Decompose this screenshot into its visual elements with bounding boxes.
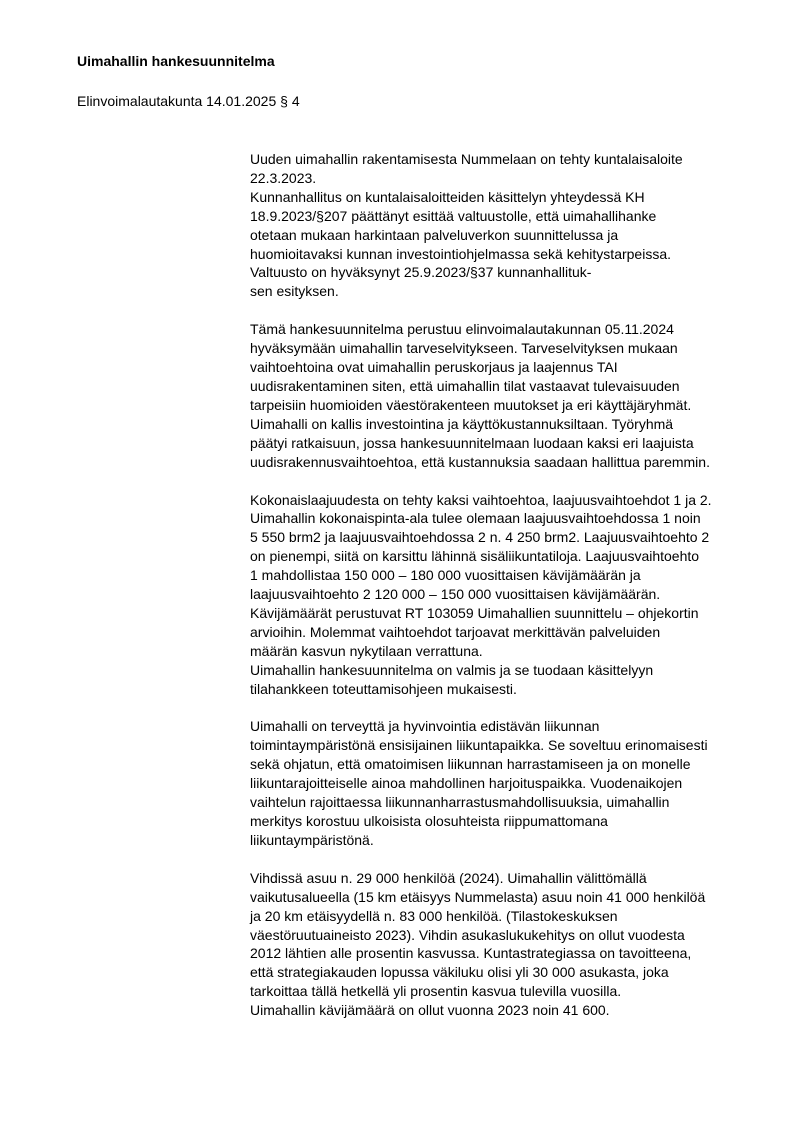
text-line: tarkoittaa tällä hetkellä yli prosentin kasvua tulevilla vuosilla. bbox=[250, 983, 622, 1000]
text-line: 18.9.2023/§207 päättänyt esittää valtuustolle, että uimahallihanke bbox=[250, 207, 657, 224]
text-line: tarpeisiin huomioiden väestörakenteen muutokset ja eri käyttäjäryhmät. bbox=[250, 396, 692, 413]
text-line: vaihtelun rajoittaessa liikunnanharrastusmahdollisuuksia, uimahallin bbox=[250, 794, 670, 811]
text-line: Uimahallin kävijämäärä on ollut vuonna 2023 noin 41 600. bbox=[250, 1002, 610, 1019]
text-line: Kunnanhallitus on kuntalaisaloitteiden käsittelyn yhteydessä KH bbox=[250, 188, 645, 205]
text-line: otetaan mukaan harkintaan palveluverkon suunnittelussa ja bbox=[250, 226, 619, 243]
text-line: arvioihin. Molemmat vaihtoehdot tarjoavat merkittävän palveluiden bbox=[250, 623, 661, 640]
text-line: hyväksymään uimahallin tarveselvitykseen. Tarveselvityksen mukaan bbox=[250, 340, 678, 357]
text-line: Tämä hankesuunnitelma perustuu elinvoimalautakunnan 05.11.2024 bbox=[250, 321, 674, 338]
text-line: merkitys korostuu ulkoisista olosuhteista riippumattomana bbox=[250, 813, 608, 829]
text-line: 22.3.2023. bbox=[250, 169, 317, 186]
text-line: uudisrakennusvaihtoehtoa, että kustannuksia saadaan hallittua paremmin. bbox=[250, 453, 710, 470]
text-line: vaikutusalueella (15 km etäisyys Nummelasta) asuu noin 41 000 henkilöä bbox=[250, 888, 706, 905]
text-line: Uimahallin hankesuunnitelma on valmis ja se tuodaan käsittelyyn bbox=[250, 661, 654, 678]
text-line: 1 mahdollistaa 150 000 – 180 000 vuosittaisen kävijämäärän ja bbox=[250, 567, 641, 584]
text-line: 2012 lähtien alle prosentin kasvussa. Kuntastrategiassa on tavoitteena, bbox=[250, 945, 692, 962]
text-line: Kokonaislaajuudesta on tehty kaksi vaihtoehtoa, laajuusvaihtoehdot 1 ja 2. bbox=[250, 491, 712, 508]
text-line: Uuden uimahallin rakentamisesta Nummelaan on tehty kuntalaisaloite bbox=[250, 151, 683, 167]
text-line: ja 20 km etäisyydellä n. 83 000 henkilöä. (Tilastokeskuksen bbox=[250, 907, 618, 924]
text-line: Vihdissä asuu n. 29 000 henkilöä (2024). Uimahallin välittömällä bbox=[250, 869, 647, 886]
text-line: päätyi ratkaisuun, jossa hankesuunnitelmaan luodaan kaksi eri laajuista bbox=[250, 434, 694, 451]
text-line: liikuntaympäristönä. bbox=[250, 831, 374, 848]
text-line: toimintaympäristönä ensisijainen liikuntapaikka. Se soveltuu erinomaisesti bbox=[250, 737, 708, 754]
text-line: uudisrakentaminen siten, että uimahallin tilat vastaavat tulevaisuuden bbox=[250, 377, 680, 394]
text-line: Kävijämäärät perustuvat RT 103059 Uimahallien suunnittelu – ohjekortin bbox=[250, 604, 699, 621]
document-body bbox=[250, 150, 750, 1039]
text-line: 5 550 brm2 ja laajuusvaihtoehdossa 2 n. 4 250 brm2. Laajuusvaihtoehto 2 bbox=[250, 529, 710, 546]
text-line: sen esityksen. bbox=[250, 283, 339, 300]
text-line: Valtuusto on hyväksynyt 25.9.2023/§37 kunnanhallituk- bbox=[250, 264, 592, 281]
paragraph-scope-options bbox=[250, 491, 750, 699]
text-line: sekä ohjatun, että omatoimisen liikunnan harrastamiseen ja on monelle bbox=[250, 756, 691, 773]
text-line: on pienempi, siitä on karsittu lähinnä sisäliikuntatiloja. Laajuusvaihtoehto bbox=[250, 548, 700, 565]
meeting-reference: Elinvoimalautakunta 14.01.2025 § 4 bbox=[77, 93, 300, 109]
text-line: laajuusvaihtoehto 2 120 000 – 150 000 vuosittaisen kävijämäärän. bbox=[250, 586, 661, 603]
document-title: Uimahallin hankesuunnitelma bbox=[77, 53, 275, 69]
paragraph-population bbox=[250, 869, 750, 1020]
text-line: Uimahallin kokonaispinta-ala tulee olemaan laajuusvaihtoehdossa 1 noin bbox=[250, 510, 701, 527]
paragraph-initiative bbox=[250, 150, 750, 301]
paragraph-health-benefits bbox=[250, 717, 750, 849]
text-line: tilahankkeen toteuttamisohjeen mukaisesti. bbox=[250, 680, 517, 697]
paragraph-needs-assessment bbox=[250, 320, 750, 471]
text-line: liikuntarajoitteiselle ainoa mahdollinen harjoituspaikka. Vuodenaikojen bbox=[250, 775, 683, 792]
text-line: huomioitavaksi kunnan investointiohjelmassa sekä kehitystarpeissa. bbox=[250, 245, 671, 262]
text-line: vaihtoehtoina ovat uimahallin peruskorjaus ja laajennus TAI bbox=[250, 359, 618, 376]
text-line: väestöruutuaineisto 2023). Vihdin asukaslukukehitys on ollut vuodesta bbox=[250, 926, 685, 943]
text-line: Uimahalli on kallis investointina ja käyttökustannuksiltaan. Työryhmä bbox=[250, 415, 674, 432]
text-line: että strategiakauden lopussa väkiluku olisi yli 30 000 asukasta, joka bbox=[250, 964, 669, 981]
text-line: Uimahalli on terveyttä ja hyvinvointia edistävän liikunnan bbox=[250, 718, 600, 735]
text-line: määrän kasvun nykytilaan verrattuna. bbox=[250, 642, 483, 659]
